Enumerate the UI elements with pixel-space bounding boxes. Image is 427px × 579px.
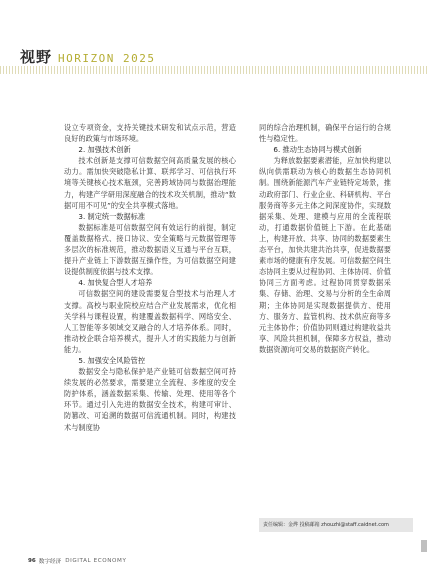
header-decoration-stripe (0, 66, 427, 74)
paragraph: 设立专项资金，支持关键技术研发和试点示范，营造良好的政策与市场环境。 (64, 123, 236, 144)
edge-tab-marker (421, 540, 427, 552)
magazine-name: 数字经济 (38, 559, 62, 565)
section-heading: 5. 加强安全风险管控 (78, 355, 146, 365)
magazine-name-en: DIGITAL ECONOMY (65, 558, 127, 564)
paragraph: 数据安全与隐私保护是产业链可信数据空间可持续发展的必然要求，需要建立全流程、多维度的安全防护体系，涵盖数据采集、传输、处理、使用等各个环节。通过引入先进的数据安全技术，构建可审计、防篡改、可追溯的数据可信流通机制。同时，构建技术与制度协 (64, 367, 236, 432)
paragraph: 为释放数据要素潜能，应加快构建以纵向供需联动为核心的数据生态协同机制。围绕新能源汽车产业链特定场景，推动政府部门、行业企业、科研机构、平台服务商等多元主体之间深度协作，实现数据采集、处理、建模与应用的全流程联动，打通数据价值链上下游。在此基础上，构建开放、共享、协同的数据要素生态平台，加快共建共治共享，促进数据要素市场的健康有序发展。可信数据空间生态协同主要从过程协同、主体协同、价值协同三方面考虑。过程协同贯穿数据采集、存储、治理、交易与分析的全生命周期；主体协同是实现数据提供方、使用方、服务方、监管机构、技术供应商等多元主体协作；价值协同则通过构建收益共享、风险共担机制，保障多方权益，推动数据资源向可交易的数据资产转化。 (259, 156, 391, 354)
left-text-column (64, 122, 236, 433)
editor-note: 责任编辑：金烨 投稿邮箱 zhouzhi@staff.caidnet.com (259, 518, 413, 532)
section-title: 视野 (20, 48, 53, 66)
page-number: 96 (28, 558, 36, 564)
paragraph: 数据标准是可信数据空间有效运行的前提，制定覆盖数据格式、接口协议、安全策略与元数据管理等多层次的标准规范，推动数据语义互通与平台互联，提升产业链上下游数据互操作性，为可信数据空间建设提供制度依据与技术支撑。 (64, 222, 236, 277)
section-heading: 3. 制定统一数据标准 (78, 211, 146, 221)
section-heading: 4. 加快复合型人才培养 (78, 278, 153, 288)
page-footer (28, 557, 127, 565)
section-heading: 2. 加强技术创新 (78, 145, 131, 155)
paragraph: 可信数据空间的建设需要复合型技术与治理人才支撑。高校与职业院校应结合产业发展需求，优化相关学科与课程设置，构建覆盖数据科学、网络安全、人工智能等多领域交叉融合的人才培养体系。同时，推动校企联合培养模式，提升人才的实践能力与创新能力。 (64, 289, 236, 354)
section-title-en: HORIZON 2025 (58, 52, 156, 65)
section-heading: 6. 推动生态协同与模式创新 (273, 145, 362, 155)
paragraph: 同的综合治理机制，确保平台运行的合规性与稳定性。 (259, 123, 391, 144)
paragraph: 技术创新是支撑可信数据空间高质量发展的核心动力。需加快突破隐私计算、联邦学习、可信执行环境等关键核心技术瓶颈，完善跨域协同与数据治理能力，构建产学研用深度融合的技术攻关机制，推动“数据可用不可见”的安全共享模式落地。 (64, 156, 236, 210)
right-text-column (259, 122, 391, 355)
